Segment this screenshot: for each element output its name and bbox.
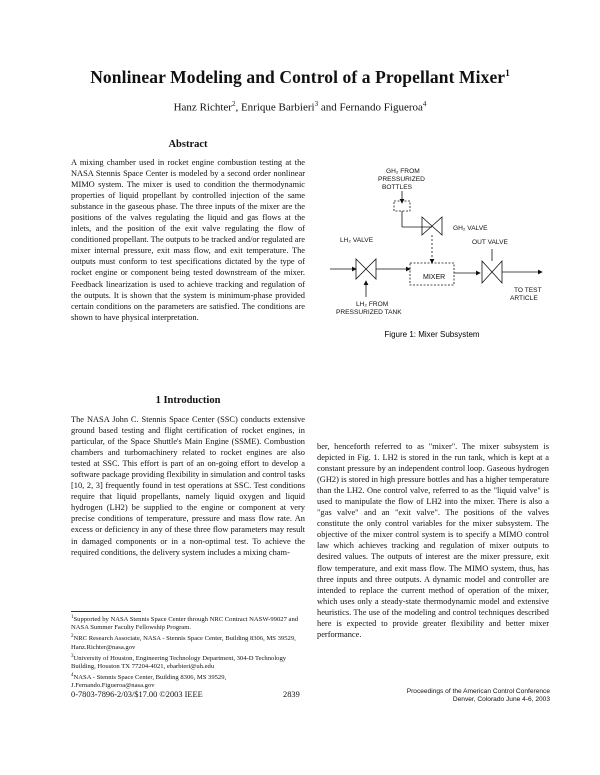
author-affil-marker: 2 [231,100,236,108]
footnote-text: NASA - Stennis Space Center, Building 8306, MS 39529, J.Fernando.Figueroa@nasa.gov [71,674,227,690]
conference-location: Denver, Colorado June 4-6, 2003 [452,696,550,703]
abstract-body: A mixing chamber used in rocket engine combustion testing at the NASA Stennis Space Center is modeled by a second order nonlinear MIMO system. The mixer is used to condition the thermodynamic properties of liquid propellant by controlled injection of the same substance in the gaseous phase. The three inputs of the mixer are the positions of the valves regulating the liquid and gas flows at the inlets, and the position of the exit valve regulating the flow of conditioned propellant. The outputs to be tracked and/or regulated are mixer internal pressure, exit mass flow, and exit temperature. The outputs must conform to test specifications dictated by the type of rocket engine or component being tested downstream of the mixer. Feedback linearization is used to achieve tracking and regulation of the outputs. It is shown that the system is minimum-phase provided certain conditions on the parameters are satisfied. The conditions are shown to have physical interpretation. [71,158,305,322]
footnote-marker: 3 [71,653,74,659]
footnote-marker: 2 [71,634,74,640]
footnote-text: Supported by NASA Stennis Space Center through NRC Contract NASW-99027 and NASA Summer Faculty Fellowship Program. [71,616,299,632]
author-name: Enrique Barbieri [240,101,315,114]
gh2-source-label: GH₂ FROM [386,168,420,175]
intro-left-column: The NASA John C. Stennis Space Center (SSC) conducts extensive ground based testing and flight certification of rocket engines, in particular, of the Space Shuttle's Main Engine (SSME). Combustion chambers and turbomachinery related to rocket engines are also tested at SSC. This effort is part of an on-going effort to develop a software package providing flexibility in simulation and control tasks [10, 2, 3] frequently found in test operations at SSC. Test conditions require that liquid propellants, namely liquid oxygen and liquid hydrogen (LH2) be supplied to the engine or component at very precise conditions of temperature, pressure and mass flow rate. An excess or deficiency in any of these three flow parameters may result in damaged components or in a non-optimal test. To achieve the required conditions, the delivery system includes a mixing cham- [71,415,305,557]
footnote [71,633,305,651]
lh2-source-label-2: PRESSURIZED TANK [336,309,402,316]
intro-right-column: ber, henceforth referred to as "mixer". The mixer subsystem is depicted in Fig. 1. LH2 is stored in the run tank, which is kept at a constant pressure by an independent control loop. Gaseous hydrogen (GH2) is stored in high pressure bottles and has a higher temperature than the LH2. One control valve, referred to as the "liquid valve" is used to manipulate the flow of LH2 into the mixer. There is also a "gas valve" and an "exit valve". The positions of the valves constitute the only control variables for the mixer subsystem. The objective of the mixer control system is to specify a MIMO control law which achieves tracking and regulation of mixer outputs to desired values. The outputs of interest are the mixer pressure, exit flow temperature, and exit mass flow. The MIMO system, thus, has three inputs and three outputs. A dynamic model and controller are intended to replace the current method of operation of the mixer, which uses only a steady-state thermodynamic model and extensive heuristics. The use of the modeling and control techniques described here is expected to provide greater flexibility and better mixer performance. [317,442,549,639]
page-number: 2839 [283,690,300,699]
conference-info [400,688,550,704]
gh2-source-label-2: PRESSURIZED [378,176,425,183]
lh2-valve-icon [356,259,376,279]
lh2-valve-label: LH₂ VALVE [340,237,374,244]
footnote-rule [71,611,141,612]
footnote [71,653,305,671]
copyright-line: 0-7803-7896-2/03/$17.00 ©2003 IEEE [71,690,203,699]
title-text: Nonlinear Modeling and Control of a Propellant Mixer [90,67,506,87]
footnote [71,672,305,690]
author-separator: and [318,101,340,114]
footnote [71,614,305,632]
title-footnote-marker: 1 [505,68,510,79]
author-name: Fernando Figueroa [339,101,423,114]
author-affil-marker: 4 [422,100,427,108]
test-article-label-2: ARTICLE [510,295,538,302]
footnotes [71,614,305,692]
author-separator: , [235,101,241,114]
test-article-label: TO TEST [514,287,542,294]
out-valve-label: OUT VALVE [472,239,508,246]
mixer-subsystem-diagram [310,155,555,345]
figure-caption: Figure 1: Mixer Subsystem [384,330,480,339]
footnote-marker: 4 [71,673,74,679]
intro-heading: 1 Introduction [155,395,221,406]
abstract-heading: Abstract [168,139,208,150]
paper-title [0,67,600,88]
gh2-valve-icon [422,217,442,235]
author-affil-marker: 3 [314,100,319,108]
gh2-source-label-3: BOTTLES [382,184,413,191]
footnote-text: University of Houston, Engineering Technology Department, 304-D Technology Building, Houston TX 77204-4021, ebarbieri@uh.edu [71,654,287,671]
conference-name: Proceedings of the American Control Conference [406,688,550,695]
mixer-label: MIXER [423,274,446,281]
footnote-text: NRC Research Associate, NASA - Stennis Space Center, Building 8306, MS 39529, Hanz.Richter@nasa.gov [71,635,296,651]
gh2-valve-label: GH₂ VALVE [453,225,488,232]
out-valve-icon [482,261,502,283]
author-name: Hanz Richter [173,101,232,114]
lh2-source-label: LH₂ FROM [356,301,389,308]
footnote-marker: 1 [71,615,74,620]
author-line [0,100,600,114]
